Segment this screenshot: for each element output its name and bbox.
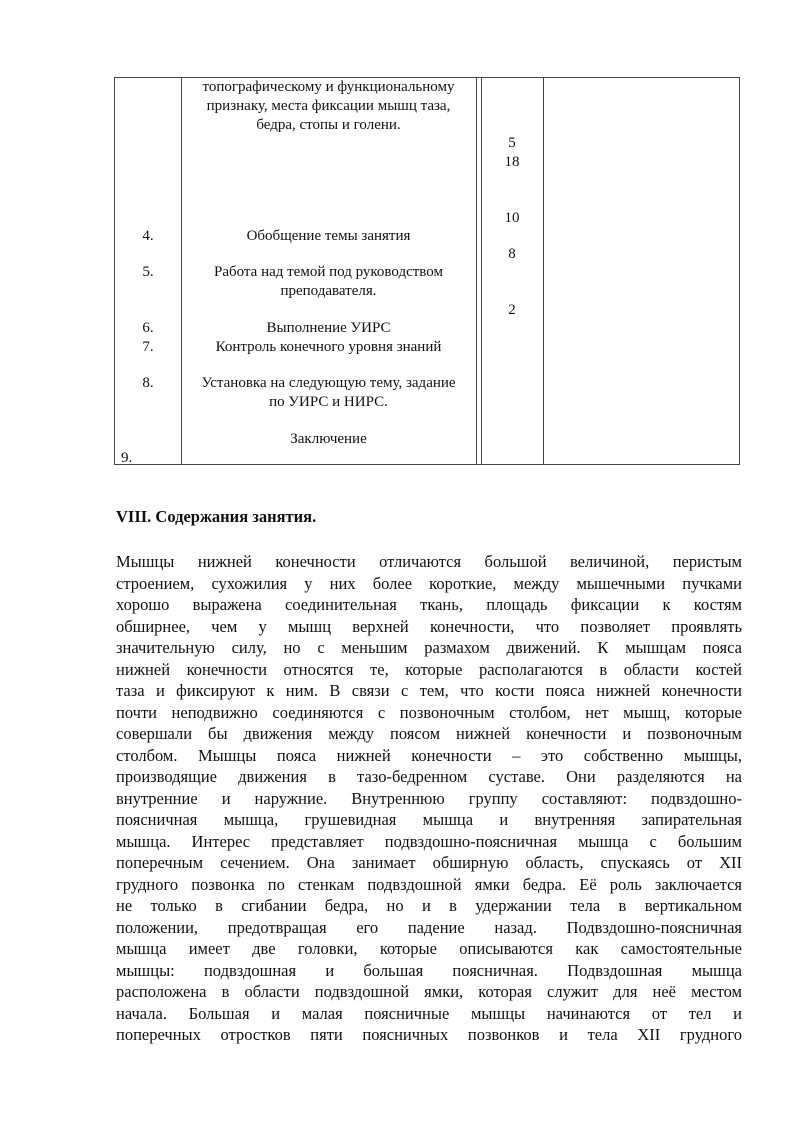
body-paragraph	[116, 551, 742, 1046]
paragraph-line: нижней конечности относятся те, которые располагаются в области костей	[116, 659, 742, 679]
paragraph-line: поясничная мышца, грушевидная мышца и внутренняя запирательная	[116, 810, 742, 829]
table-cell-text: бедра, стопы и голени.	[256, 117, 401, 133]
table-divider	[476, 78, 477, 464]
table-cell-text: признаку, места фиксации мышц таза,	[206, 98, 451, 114]
paragraph-line: расположена в области подвздошной ямки, которая служит для неё местом	[116, 982, 742, 1001]
paragraph-line: Мышцы нижней конечности отличаются большой величиной, перистым	[116, 552, 742, 571]
time-value: 8	[508, 246, 516, 262]
paragraph-line: мышца. Интерес представляет подвздошно-поясничная мышца с большим	[116, 831, 742, 851]
paragraph-line: совершали бы движения между поясом нижней конечности и позвоночным	[116, 724, 742, 743]
paragraph-line: производящие движения в тазо-бедренном суставе. Они разделяются на	[116, 767, 742, 786]
section-heading: VIII. Содержания занятия.	[116, 507, 317, 526]
time-value: 5	[508, 135, 516, 151]
paragraph-line: столбом. Мышцы пояса нижней конечности – это собственно мышцы,	[116, 745, 742, 765]
row-number: 4.	[142, 228, 154, 244]
paragraph-line: почти неподвижно соединяются с позвоночным столбом, нет мышц, которые	[116, 702, 742, 722]
paragraph-line: положении, предотвращая его падение назад. Подвздошно-поясничная	[116, 917, 742, 937]
paragraph-line: внутренние и наружние. Внутреннюю группу составляют: подвздошно-	[116, 788, 742, 808]
table-divider	[543, 78, 544, 464]
row-number: 6.	[142, 320, 154, 336]
paragraph-line: поперечным сечением. Она занимает обширную область, спускаясь от XII	[116, 853, 742, 872]
paragraph-line: мышцы: подвздошная и большая поясничная. Подвздошная мышца	[116, 960, 742, 980]
table-cell-text: топографическому и функциональному	[202, 79, 455, 95]
stage-text: Контроль конечного уровня знаний	[215, 339, 442, 355]
stage-text: Обобщение темы занятия	[246, 228, 411, 244]
paragraph-line: поперечных отростков пяти поясничных позвонков и тела XII грудного	[116, 1025, 742, 1044]
stage-text: преподавателя.	[280, 283, 377, 299]
stage-text: Выполнение УИРС	[266, 320, 391, 336]
lesson-plan-table	[114, 77, 740, 465]
row-number: 7.	[142, 339, 154, 355]
row-number: 5.	[142, 264, 154, 280]
paragraph-line: грудного позвонка по стенкам подвздошной ямки бедра. Её роль заключается	[116, 874, 742, 894]
stage-text: по УИРС и НИРС.	[269, 394, 388, 410]
stage-text: Заключение	[290, 431, 367, 447]
stage-text: Работа над темой под руководством	[213, 264, 443, 280]
row-number: 9.	[121, 450, 133, 466]
paragraph-line: начала. Большая и малая поясничные мышцы начинаются от тел и	[116, 1003, 742, 1023]
paragraph-line: значительную силу, но с меньшим размахом движений. К мышцам пояса	[116, 638, 742, 657]
row-number: 8.	[142, 375, 154, 391]
time-value: 18	[504, 154, 520, 170]
paragraph-line: хорошо выражена соединительная ткань, площадь фиксации к костям	[116, 595, 742, 614]
time-value: 2	[508, 302, 516, 318]
paragraph-line: обширнее, чем у мышц верхней конечности, что позволяет проявлять	[116, 616, 742, 636]
paragraph-line: строением, сухожилия у них более короткие, между мышечными пучками	[116, 573, 742, 593]
stage-text: Установка на следующую тему, задание	[201, 375, 456, 391]
paragraph-line: не только в сгибании бедра, но и в удержании тела в вертикальном	[116, 896, 742, 915]
time-value: 10	[504, 210, 520, 226]
paragraph-line: таза и фиксируют к ним. В связи с тем, что кости пояса нижней конечности	[116, 681, 742, 700]
paragraph-line: мышца имеет две головки, которые описываются как самостоятельные	[116, 939, 742, 958]
